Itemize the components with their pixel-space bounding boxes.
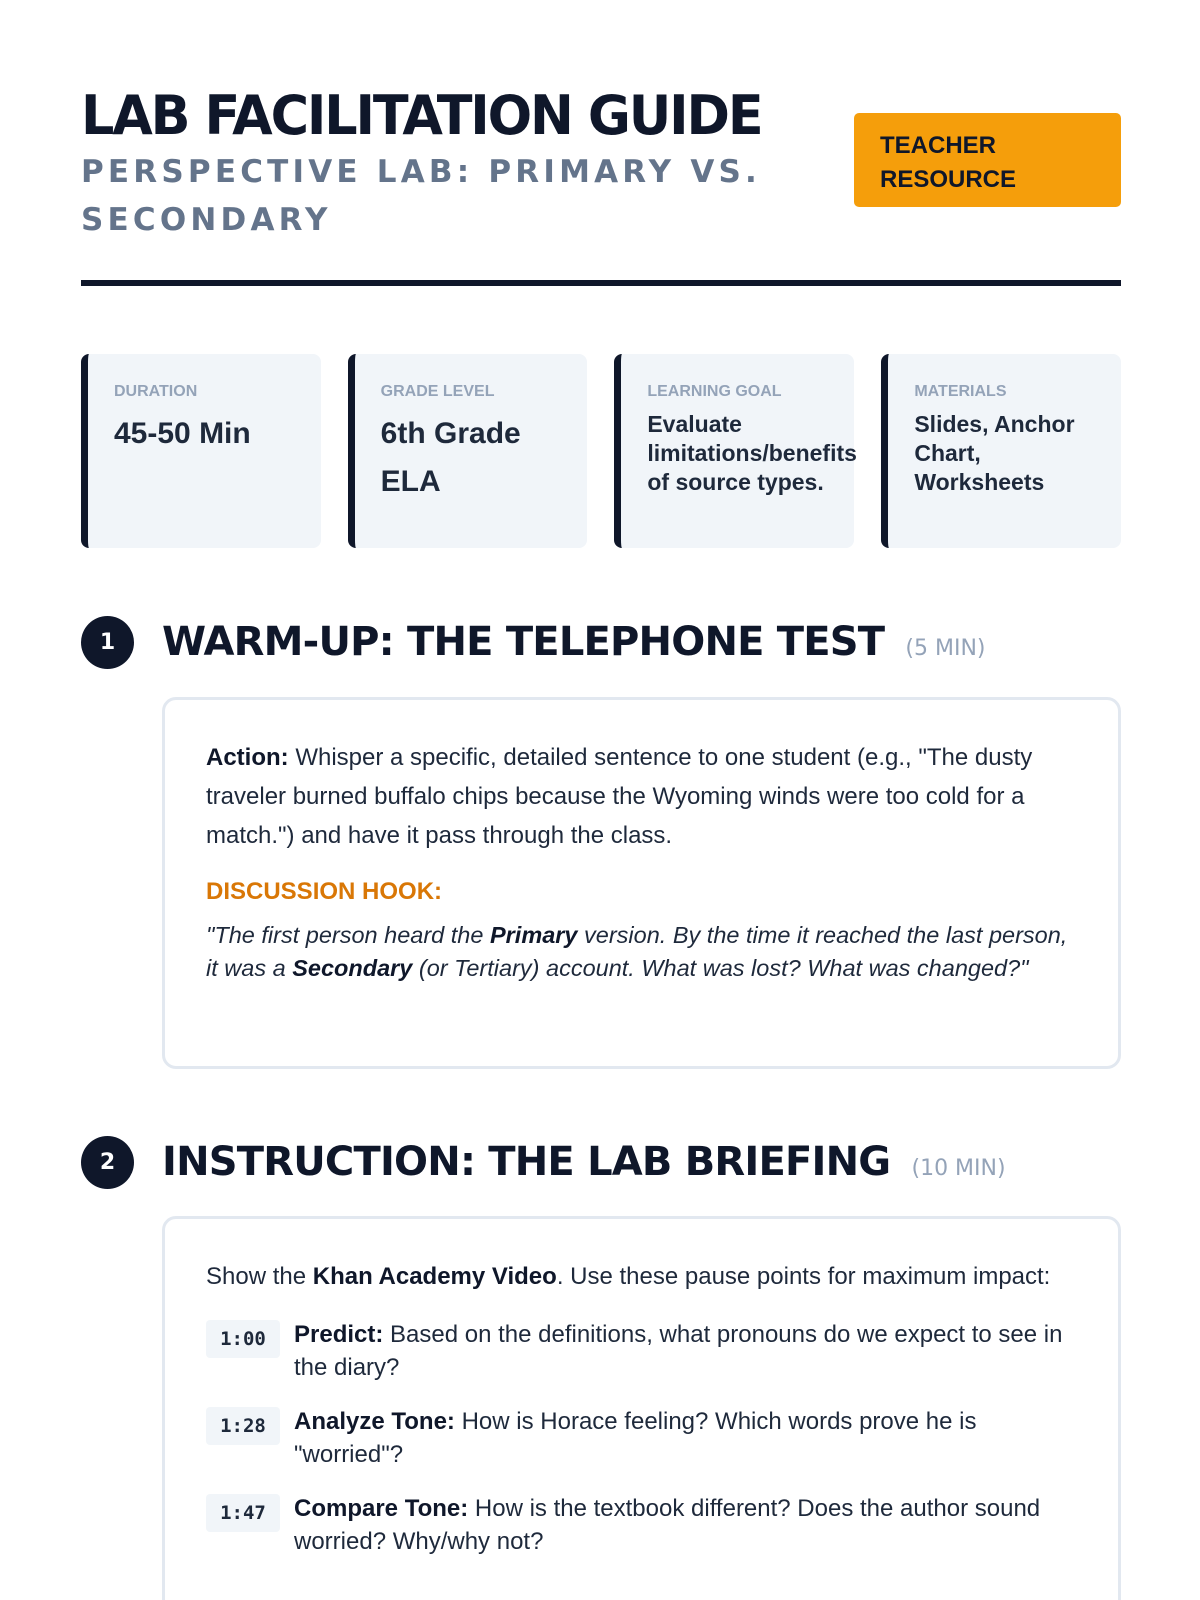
card-label: LEARNING GOAL [647, 383, 782, 400]
intro-emphasis: Khan Academy Video [312, 1263, 557, 1290]
pause-point-label: Analyze Tone: [294, 1408, 455, 1435]
card-value: Slides, Anchor Chart, Worksheets [914, 411, 1075, 495]
action-paragraph [206, 738, 1077, 855]
quote-text: "The first person heard the [206, 922, 490, 948]
timestamp-chip: 1:47 [206, 1494, 280, 1532]
header [81, 0, 1121, 288]
instruction-box [162, 1216, 1121, 1600]
duration-card [81, 354, 321, 548]
card-label: DURATION [114, 383, 198, 400]
section-title-text: WARM-UP: THE TELEPHONE TEST [162, 619, 885, 665]
action-text: Whisper a specific, detailed sentence to one student (e.g., "The dusty traveler burned buffalo chips because the Wyoming winds were too cold for a match.") and have it pass through the class. [206, 744, 1033, 849]
intro-text: . Use these pause points for maximum impact: [556, 1263, 1051, 1290]
warm-up-box [162, 697, 1121, 1069]
quote-text: (or Tertiary) account. What was lost? What was changed?" [412, 955, 1029, 981]
facilitation-guide-page [81, 0, 1121, 1555]
pause-point [206, 1405, 1077, 1471]
page-title: LAB FACILITATION GUIDE [81, 84, 762, 147]
pause-points-list [206, 1318, 1077, 1558]
pause-point-label: Predict: [294, 1321, 384, 1348]
section-number-badge: 2 [81, 1136, 134, 1189]
card-label: GRADE LEVEL [380, 383, 495, 400]
card-value: 6th Grade ELA [380, 417, 521, 498]
learning-goal-card [614, 354, 857, 548]
materials-card [881, 354, 1121, 548]
discussion-hook-label: DISCUSSION HOOK: [206, 878, 443, 905]
card-label: MATERIALS [914, 383, 1007, 400]
instruction-intro [206, 1257, 1077, 1296]
quote-text: version. By the time it reached the last person, it was a [206, 922, 1068, 981]
intro-text: Show the [206, 1263, 313, 1290]
pause-point-body: How is the textbook different? Does the author sound worried? Why/why not? [294, 1495, 1041, 1555]
section-duration: (5 MIN) [905, 636, 986, 661]
action-label: Action: [206, 744, 289, 771]
header-divider [81, 280, 1121, 286]
pause-point [206, 1492, 1077, 1558]
pause-point-body: Based on the definitions, what pronouns do we expect to see in the diary? [294, 1321, 1063, 1381]
section-instruction-header [81, 1132, 1121, 1192]
info-cards [81, 354, 1121, 548]
grade-level-card [348, 354, 588, 548]
quote-emphasis: Primary [489, 922, 578, 948]
pause-point-label: Compare Tone: [294, 1495, 469, 1522]
section-title [162, 1132, 1006, 1199]
card-value: 45-50 Min [114, 417, 251, 450]
timestamp-chip: 1:28 [206, 1407, 280, 1445]
card-value: Evaluate limitations/benefits of source types. [647, 411, 857, 495]
page-subtitle: PERSPECTIVE LAB: PRIMARY VS. SECONDARY [81, 154, 762, 238]
quote-emphasis: Secondary [292, 955, 413, 981]
pause-point [206, 1318, 1077, 1384]
section-number-badge: 1 [81, 616, 134, 669]
pause-point-text [294, 1492, 1077, 1558]
section-title-text: INSTRUCTION: THE LAB BRIEFING [162, 1139, 891, 1185]
pause-point-text [294, 1405, 1077, 1471]
pause-point-text [294, 1318, 1077, 1384]
timestamp-chip: 1:00 [206, 1320, 280, 1358]
section-title [162, 612, 986, 679]
teacher-resource-badge: TEACHER RESOURCE [854, 113, 1121, 207]
discussion-hook-quote [206, 919, 1077, 985]
pause-point-body: How is Horace feeling? Which words prove he is "worried"? [294, 1408, 977, 1468]
section-warm-up-header [81, 612, 1121, 672]
section-duration: (10 MIN) [911, 1156, 1006, 1181]
